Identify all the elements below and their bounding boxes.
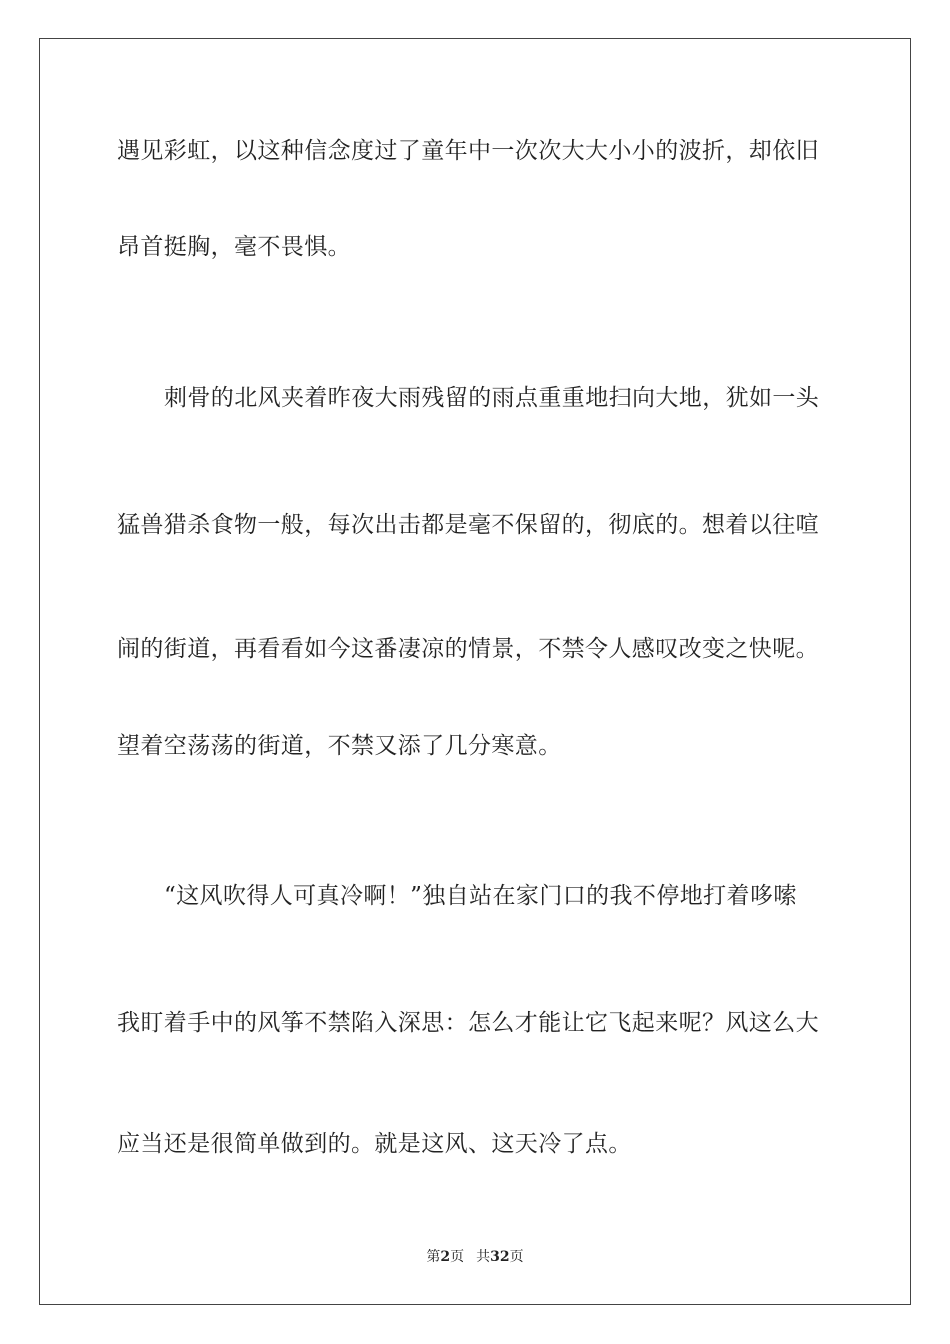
text-line-2: 昂首挺胸，毫不畏惧。 (117, 234, 351, 260)
page-prefix: 第 (426, 1249, 441, 1265)
page-unit: 页 (450, 1249, 465, 1265)
page-total: 32 (490, 1249, 510, 1265)
text-line-5: 闹的街道，再看看如今这番凄凉的情景，不禁令人感叹改变之快呢。 (117, 636, 819, 662)
total-unit: 页 (509, 1249, 524, 1265)
text-line-8: 我盯着手中的风筝不禁陷入深思：怎么才能让它飞起来呢？风这么大 (117, 1010, 819, 1036)
text-line-7: “这风吹得人可真冷啊！”独自站在家门口的我不停地打着哆嗦 (164, 883, 797, 909)
text-line-4: 猛兽猎杀食物一般，每次出击都是毫不保留的，彻底的。想着以往喧 (117, 512, 819, 538)
text-line-3: 刺骨的北风夹着昨夜大雨残留的雨点重重地扫向大地，犹如一头 (164, 385, 820, 411)
page-border (39, 38, 911, 1305)
page-current: 2 (440, 1249, 451, 1265)
page-footer (0, 1248, 950, 1266)
text-line-1: 遇见彩虹，以这种信念度过了童年中一次次大大小小的波折，却依旧 (117, 138, 819, 164)
total-prefix: 共 (476, 1249, 491, 1265)
text-line-9: 应当还是很简单做到的。就是这风、这天冷了点。 (117, 1131, 632, 1157)
text-line-6: 望着空荡荡的街道，不禁又添了几分寒意。 (117, 733, 562, 759)
